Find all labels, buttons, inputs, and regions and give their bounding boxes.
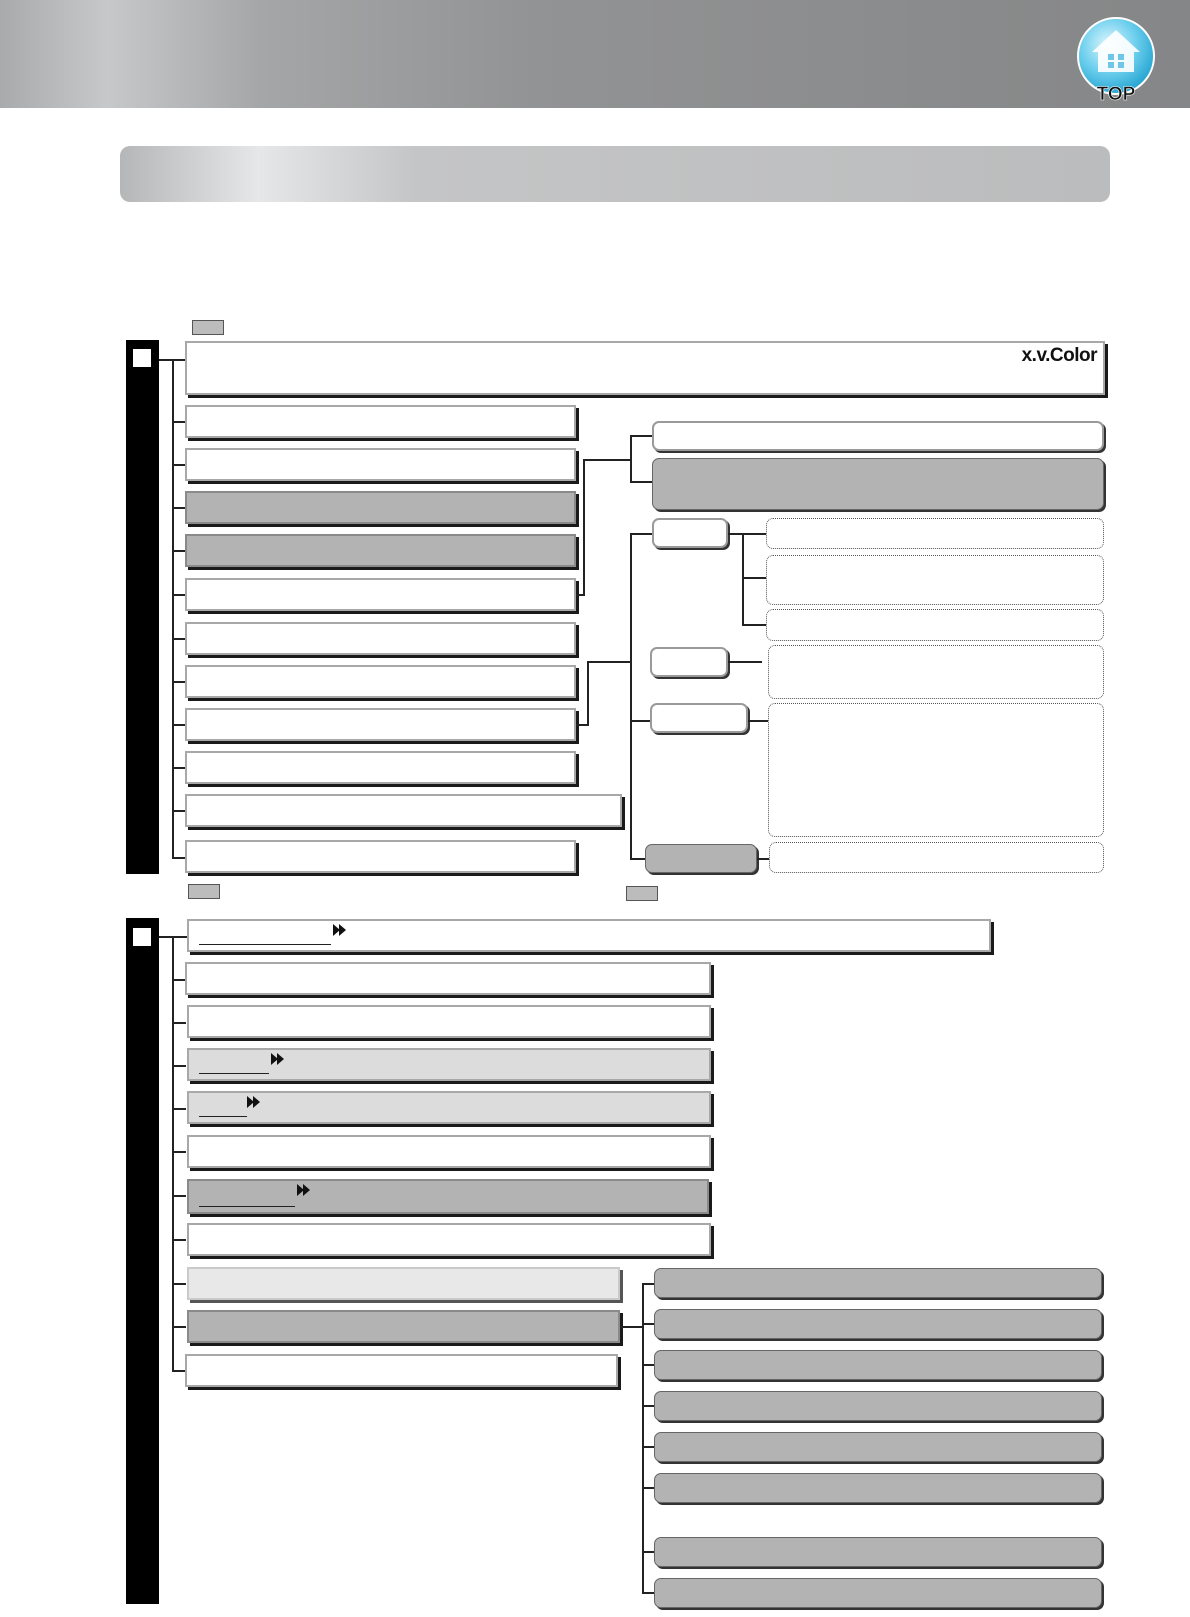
- tag-1: [192, 320, 224, 335]
- menu-group-1-marker: [133, 349, 151, 367]
- option-box-5: [768, 703, 1104, 837]
- menu-item-5[interactable]: [185, 534, 576, 567]
- top-home-icon[interactable]: [1074, 16, 1158, 106]
- submenu-b-2[interactable]: [650, 647, 728, 677]
- fast-forward-icon: [333, 924, 347, 936]
- submenu-c-3[interactable]: [654, 1350, 1102, 1380]
- menu-item-2[interactable]: [185, 405, 576, 438]
- menu-item-10[interactable]: [185, 751, 576, 784]
- menu2-item-3[interactable]: [187, 1005, 711, 1038]
- menu-item-6[interactable]: [185, 578, 576, 611]
- menu-group-2-spine: [126, 918, 159, 1604]
- menu-item-8[interactable]: [185, 665, 576, 698]
- tag-3: [626, 886, 658, 901]
- menu-item-4[interactable]: [185, 491, 576, 524]
- menu2-item-1[interactable]: [187, 919, 991, 952]
- submenu-c-7[interactable]: [654, 1537, 1102, 1567]
- option-box-1: [766, 518, 1104, 549]
- submenu-b-3[interactable]: [650, 703, 748, 733]
- submenu-c-6[interactable]: [654, 1473, 1102, 1503]
- menu2-item-4[interactable]: [187, 1048, 711, 1081]
- submenu-b-4[interactable]: [645, 844, 757, 873]
- menu-item-7[interactable]: [185, 622, 576, 655]
- submenu-a-1[interactable]: [652, 421, 1104, 451]
- submenu-b-1[interactable]: [652, 518, 728, 548]
- menu-item-3[interactable]: [185, 448, 576, 481]
- submenu-c-1[interactable]: [654, 1268, 1102, 1298]
- top-label: TOP: [1096, 84, 1136, 105]
- xv-color-logo: x.v.Color: [1021, 345, 1097, 366]
- tag-2: [188, 884, 220, 899]
- section-title-bar: [120, 146, 1110, 202]
- option-box-2: [766, 555, 1104, 605]
- submenu-c-8[interactable]: [654, 1578, 1102, 1608]
- menu-group-1-spine: [126, 340, 159, 874]
- option-box-6: [769, 842, 1104, 873]
- menu2-item-9[interactable]: [187, 1267, 620, 1300]
- option-box-3: [766, 609, 1104, 641]
- menu2-item-5[interactable]: [187, 1091, 711, 1124]
- menu2-item-8[interactable]: [187, 1223, 711, 1256]
- fast-forward-icon: [247, 1096, 261, 1108]
- menu-item-11[interactable]: [185, 794, 622, 827]
- menu2-item-6[interactable]: [187, 1135, 711, 1168]
- menu-item-12[interactable]: [185, 840, 576, 873]
- menu-group-2-marker: [133, 928, 151, 946]
- header-bar: [0, 0, 1190, 108]
- submenu-c-5[interactable]: [654, 1432, 1102, 1462]
- option-box-4: [768, 645, 1104, 699]
- fast-forward-icon: [297, 1184, 311, 1196]
- menu-item-1[interactable]: [185, 341, 1105, 395]
- menu2-item-10[interactable]: [187, 1310, 620, 1343]
- submenu-c-4[interactable]: [654, 1391, 1102, 1421]
- menu2-item-2[interactable]: [185, 962, 711, 995]
- submenu-c-2[interactable]: [654, 1309, 1102, 1339]
- menu2-item-7[interactable]: [187, 1179, 709, 1214]
- fast-forward-icon: [271, 1053, 285, 1065]
- menu-item-9[interactable]: [185, 708, 576, 741]
- submenu-a-2[interactable]: [652, 458, 1104, 510]
- menu2-item-11[interactable]: [185, 1354, 618, 1387]
